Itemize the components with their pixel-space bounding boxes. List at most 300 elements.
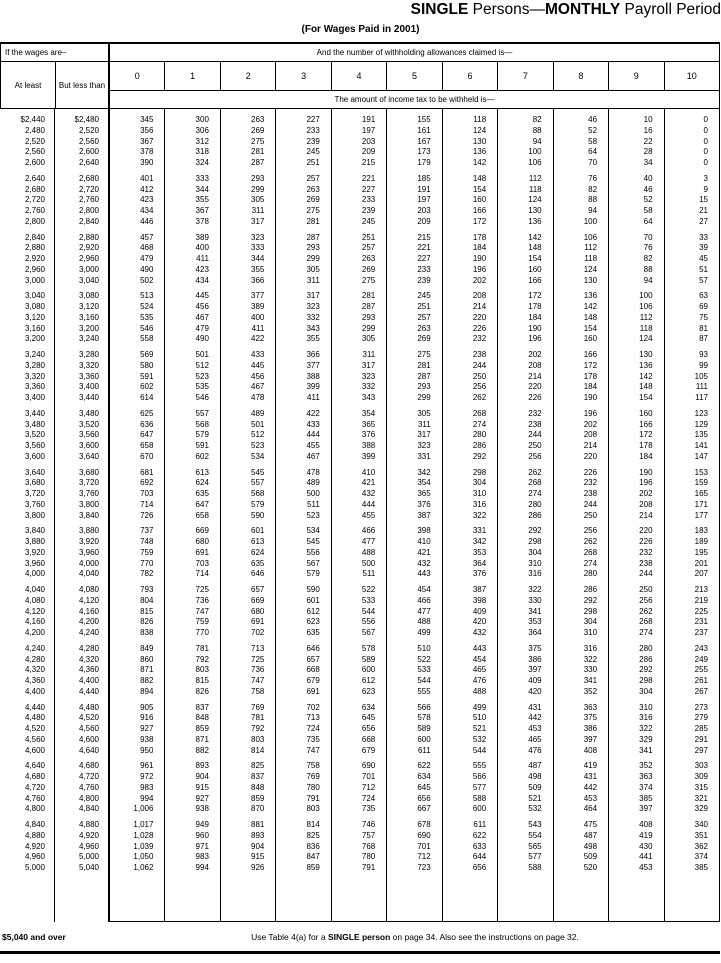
- table-cell: 4,600: [78, 734, 99, 744]
- table-cell: 215: [417, 232, 431, 242]
- table-cell: 589: [361, 654, 376, 664]
- table-cell: 221: [417, 243, 431, 253]
- table-cell: 340: [694, 820, 708, 829]
- table-cell: 399: [306, 382, 320, 392]
- table-cell: 165: [694, 489, 708, 498]
- row-group: [554, 526, 608, 580]
- table-cell: 408: [639, 820, 653, 829]
- table-cell: 602: [140, 382, 154, 392]
- footer-note-post: on page 34. Also see the instructions on page 32.: [390, 931, 579, 942]
- table-cell: 701: [417, 841, 431, 851]
- table-cell: 446: [140, 216, 154, 226]
- allowance-col-header-3: 3: [276, 62, 331, 90]
- table-cell: 590: [306, 585, 320, 594]
- table-cell: 341: [583, 676, 598, 685]
- row-group: [110, 468, 164, 522]
- table-cell: 0: [703, 115, 708, 124]
- table-cell: 690: [417, 830, 431, 840]
- table-cell: 75: [699, 312, 708, 322]
- row-group: [443, 468, 497, 522]
- table-cell: 189: [694, 537, 708, 546]
- table-cell: 196: [639, 478, 653, 488]
- table-cell: 522: [417, 654, 431, 664]
- table-cell: 478: [306, 467, 320, 477]
- table-cell: 3,520: [78, 419, 99, 429]
- table-cell: 160: [639, 408, 653, 418]
- table-cell: 365: [417, 489, 431, 498]
- table-cell: 881: [251, 820, 265, 829]
- table-cell: 4,720: [78, 772, 99, 781]
- row-group: [387, 526, 441, 580]
- table-cell: 736: [195, 595, 209, 605]
- table-cell: 299: [361, 323, 376, 333]
- row-group: [221, 703, 275, 757]
- table-cell: 781: [195, 643, 209, 653]
- table-cell: 578: [417, 713, 431, 723]
- table-cell: 420: [528, 686, 542, 696]
- table-cell: 105: [694, 371, 708, 381]
- table-cell: 4,800: [24, 804, 45, 814]
- table-cell: 926: [251, 863, 265, 872]
- table-cell: 588: [528, 863, 542, 872]
- row-group: [498, 526, 552, 580]
- row-group: [665, 644, 719, 698]
- table-cell: 293: [251, 173, 265, 183]
- table-cell: 444: [306, 430, 320, 440]
- table-cell: 279: [694, 713, 708, 723]
- table-cell: 354: [361, 408, 376, 418]
- table-cell: 577: [472, 782, 487, 792]
- table-cell: 280: [583, 569, 598, 579]
- table-cell: 4,200: [24, 628, 45, 637]
- table-cell: 780: [361, 852, 376, 862]
- table-cell: 40: [643, 173, 653, 183]
- table-cell: 172: [583, 360, 598, 370]
- table-cell: 275: [306, 206, 320, 215]
- table-cell: 465: [472, 665, 487, 675]
- table-cell: 433: [306, 419, 320, 429]
- table-cell: 76: [588, 173, 598, 183]
- table-cell: 4,000: [24, 569, 45, 579]
- table-cell: 579: [251, 499, 265, 509]
- table-cell: 476: [528, 745, 542, 755]
- table-cell: 233: [417, 264, 431, 274]
- row-group: [387, 468, 441, 522]
- table-cell: 329: [639, 734, 653, 744]
- row-group: [55, 761, 108, 815]
- table-cell: 915: [251, 852, 265, 862]
- table-cell: 233: [361, 195, 376, 205]
- table-cell: 678: [417, 820, 431, 829]
- row-group: [665, 409, 719, 463]
- table-cell: 197: [361, 125, 376, 135]
- table-cell: 535: [195, 382, 209, 392]
- table-cell: 453: [583, 793, 598, 803]
- table-cell: 203: [417, 206, 431, 215]
- table-cell: 88: [532, 125, 542, 135]
- table-cell: 4,920: [78, 830, 99, 840]
- table-cell: 3,880: [24, 537, 45, 546]
- table-cell: 2,480: [24, 125, 45, 135]
- table-cell: 330: [528, 595, 542, 605]
- table-cell: 1,039: [133, 841, 154, 851]
- but-less-than-header-cell: But less than: [58, 80, 106, 90]
- footer-note: [110, 932, 720, 942]
- allowances-header-cell: And the number of withholding allowances claimed is—: [110, 44, 720, 61]
- table-cell: 747: [195, 606, 209, 616]
- table-cell: 4,880: [24, 830, 45, 840]
- table-cell: 4,240: [78, 628, 99, 637]
- table-cell: 792: [251, 724, 265, 733]
- row-group: [0, 644, 54, 698]
- table-cell: 262: [583, 537, 598, 546]
- table-cell: 227: [417, 254, 431, 263]
- table-cell: 3,680: [24, 478, 45, 488]
- table-cell: 303: [694, 761, 708, 771]
- table-cell: 88: [643, 264, 653, 274]
- table-cell: 275: [251, 136, 265, 146]
- table-cell: 245: [306, 147, 320, 157]
- table-cell: 3,320: [78, 360, 99, 370]
- row-group: [332, 820, 386, 874]
- table-cell: 411: [196, 254, 209, 263]
- table-cell: 971: [195, 841, 209, 851]
- table-cell: 724: [306, 724, 320, 733]
- table-cell: 386: [583, 724, 598, 733]
- table-cell: 635: [306, 628, 320, 637]
- table-cell: 135: [694, 430, 708, 440]
- row-group: [609, 409, 663, 463]
- table-cell: 298: [639, 676, 653, 685]
- table-cell: 5,040: [78, 863, 99, 872]
- row-group: [110, 761, 164, 815]
- col-allowance-5: [387, 109, 442, 922]
- table-cell: 118: [584, 254, 598, 263]
- table-cell: 712: [361, 782, 376, 792]
- table-cell: 904: [251, 841, 265, 851]
- table-cell: 904: [195, 772, 209, 781]
- table-cell: 141: [694, 441, 708, 450]
- table-cell: 238: [472, 350, 487, 359]
- row-group: [443, 585, 497, 639]
- table-cell: 69: [699, 302, 708, 311]
- table-cell: 3,600: [24, 451, 45, 461]
- table-cell: 949: [195, 820, 209, 829]
- page-subtitle: (For Wages Paid in 2001): [301, 24, 420, 35]
- table-cell: 4,040: [78, 569, 99, 579]
- table-cell: 622: [417, 761, 431, 771]
- table-cell: 3,360: [78, 371, 99, 381]
- table-cell: 601: [251, 526, 265, 536]
- table-cell: 4,840: [78, 804, 99, 814]
- table-cell: 611: [473, 820, 487, 829]
- table-cell: 2,800: [24, 216, 45, 226]
- table-cell: 142: [528, 232, 542, 242]
- row-group: [165, 468, 219, 522]
- table-cell: 523: [195, 371, 209, 381]
- table-cell: 262: [639, 606, 653, 616]
- table-cell: 724: [361, 793, 376, 803]
- table-cell: 702: [251, 628, 265, 637]
- row-group: [498, 174, 552, 228]
- table-cell: 644: [472, 852, 487, 862]
- table-cell: 3,960: [78, 547, 99, 557]
- table-cell: 725: [195, 585, 209, 594]
- table-cell: 233: [306, 125, 320, 135]
- table-cell: 543: [528, 820, 542, 829]
- table-cell: 4,840: [24, 820, 45, 829]
- table-cell: 269: [361, 264, 376, 274]
- row-group: [276, 820, 330, 874]
- table-cell: 287: [417, 371, 431, 381]
- table-cell: 275: [361, 275, 376, 285]
- table-cell: 434: [195, 275, 209, 285]
- table-cell: 130: [472, 136, 487, 146]
- table-cell: 388: [306, 371, 320, 381]
- table-cell: 423: [140, 195, 154, 205]
- table-cell: 658: [140, 441, 154, 450]
- table-cell: 203: [361, 136, 376, 146]
- table-cell: 667: [417, 804, 431, 814]
- table-cell: 112: [584, 243, 598, 253]
- table-cell: 262: [528, 467, 542, 477]
- table-cell: 4,120: [78, 595, 99, 605]
- table-cell: 255: [694, 665, 708, 675]
- row-group: [110, 585, 164, 639]
- table-cell: 190: [528, 323, 542, 333]
- table-cell: 467: [306, 451, 320, 461]
- table-cell: 419: [639, 830, 653, 840]
- table-cell: 280: [528, 499, 542, 509]
- table-cell: 691: [251, 617, 265, 627]
- row-group: [276, 703, 330, 757]
- table-cell: 512: [195, 360, 209, 370]
- table-cell: 166: [583, 350, 598, 359]
- table-cell: 34: [643, 158, 653, 167]
- row-group: [221, 291, 275, 345]
- table-cell: 363: [639, 772, 653, 781]
- table-cell: 400: [251, 312, 265, 322]
- table-cell: 298: [472, 467, 487, 477]
- table-cell: 317: [306, 291, 320, 301]
- table-cell: 4,480: [78, 702, 99, 712]
- table-cell: 39: [699, 243, 708, 253]
- table-cell: 3,200: [24, 334, 45, 344]
- table-cell: 680: [251, 606, 265, 616]
- table-cell: 431: [583, 772, 598, 781]
- table-cell: 4,800: [78, 793, 99, 803]
- table-cell: 568: [251, 489, 265, 498]
- table-cell: 489: [251, 408, 265, 418]
- row-group: [387, 409, 441, 463]
- table-cell: 166: [528, 275, 542, 285]
- table-cell: 509: [583, 852, 598, 862]
- table-cell: 3,360: [24, 382, 45, 392]
- table-cell: 4,520: [78, 713, 99, 723]
- table-cell: 183: [694, 526, 708, 536]
- table-cell: 870: [251, 804, 265, 814]
- row-group: [110, 115, 164, 169]
- table-cell: 411: [251, 323, 265, 333]
- table-cell: 64: [643, 216, 653, 226]
- table-cell: 70: [588, 158, 598, 167]
- table-cell: 634: [361, 702, 376, 712]
- table-cell: 826: [195, 686, 209, 696]
- table-cell: 4,160: [78, 606, 99, 616]
- row-group: [665, 761, 719, 815]
- row-group: [276, 174, 330, 228]
- table-cell: 332: [306, 312, 320, 322]
- col-allowance-9: [609, 109, 664, 922]
- table-cell: 220: [639, 526, 653, 536]
- table-cell: 51: [699, 264, 708, 274]
- table-cell: 2,520: [78, 125, 99, 135]
- row-group: [55, 820, 108, 874]
- row-group: [276, 291, 330, 345]
- table-cell: 4,360: [24, 676, 45, 685]
- table-cell: 400: [195, 243, 209, 253]
- table-cell: 569: [140, 350, 154, 359]
- table-cell: 286: [583, 585, 598, 594]
- table-cell: 142: [472, 158, 487, 167]
- table-cell: 433: [251, 350, 265, 359]
- table-cell: 63: [699, 291, 708, 301]
- table-cell: 815: [195, 676, 209, 685]
- table-cell: 3,040: [78, 275, 99, 285]
- row-group: [0, 115, 54, 169]
- table-cell: 263: [251, 115, 265, 124]
- row-group: [0, 174, 54, 228]
- row-group: [276, 761, 330, 815]
- table-cell: 444: [361, 499, 376, 509]
- table-cell: 3,600: [78, 441, 99, 450]
- table-cell: 804: [140, 595, 154, 605]
- table-cell: 532: [472, 734, 487, 744]
- table-cell: 244: [639, 569, 653, 579]
- col-at-least: [0, 109, 55, 922]
- row-group: [554, 761, 608, 815]
- table-cell: 848: [251, 782, 265, 792]
- table-cell: 758: [306, 761, 320, 771]
- amount-header-cell: The amount of income tax to be withheld is—: [334, 95, 495, 104]
- table-cell: 226: [528, 393, 542, 402]
- table-cell: 299: [417, 393, 431, 402]
- table-cell: 184: [639, 451, 653, 461]
- table-cell: 263: [306, 184, 320, 194]
- table-cell: 256: [639, 595, 653, 605]
- row-group: [554, 703, 608, 757]
- table-cell: 310: [583, 628, 598, 637]
- table-cell: 365: [361, 419, 376, 429]
- table-cell: 566: [417, 702, 431, 712]
- row-group: [110, 350, 164, 404]
- table-cell: 490: [140, 264, 154, 274]
- table-cell: 4,440: [78, 686, 99, 696]
- table-cell: 466: [361, 526, 376, 536]
- row-group: [609, 526, 663, 580]
- table-cell: 374: [694, 852, 708, 862]
- row-group: [443, 761, 497, 815]
- table-cell: 273: [694, 702, 708, 712]
- table-cell: 4,760: [24, 793, 45, 803]
- table-cell: 737: [140, 526, 154, 536]
- table-cell: 321: [694, 793, 708, 803]
- row-group: [165, 233, 219, 287]
- row-group: [276, 233, 330, 287]
- table-cell: 412: [140, 184, 154, 194]
- table-cell: 545: [306, 537, 320, 546]
- table-cell: 3,920: [24, 547, 45, 557]
- table-cell: 226: [472, 323, 487, 333]
- table-cell: 311: [307, 275, 320, 285]
- table-cell: 509: [528, 782, 542, 792]
- table-cell: 316: [528, 569, 542, 579]
- table-cell: 510: [417, 643, 431, 653]
- table-cell: 882: [195, 745, 209, 755]
- table-cell: 3,560: [78, 430, 99, 440]
- table-cell: 3,440: [24, 408, 45, 418]
- table-cell: 281: [361, 291, 376, 301]
- table-cell: 3,200: [78, 323, 99, 333]
- table-cell: 464: [583, 804, 598, 814]
- table-cell: 196: [472, 264, 487, 274]
- table-cell: 2,560: [78, 136, 99, 146]
- table-cell: 453: [639, 863, 653, 872]
- table-cell: 239: [417, 275, 431, 285]
- table-cell: 479: [140, 254, 154, 263]
- table-cell: 238: [639, 558, 653, 568]
- table-cell: 250: [583, 510, 598, 520]
- table-cell: 317: [417, 430, 431, 440]
- table-cell: 208: [639, 499, 653, 509]
- row-group: [609, 644, 663, 698]
- title-monthly: MONTHLY: [544, 1, 621, 18]
- table-cell: 781: [251, 713, 265, 723]
- table-cell: 4,680: [78, 761, 99, 771]
- table-cell: 441: [639, 852, 653, 862]
- table-cell: 256: [583, 526, 598, 536]
- table-cell: 556: [306, 547, 320, 557]
- table-cell: 770: [140, 558, 154, 568]
- table-cell: 16: [643, 125, 653, 135]
- table-cell: 713: [251, 643, 265, 653]
- table-cell: 793: [140, 585, 154, 594]
- row-group: [554, 820, 608, 874]
- table-cell: 333: [195, 173, 209, 183]
- table-cell: 142: [583, 302, 598, 311]
- table-cell: 57: [699, 275, 708, 285]
- row-group: [609, 585, 663, 639]
- table-cell: 385: [694, 863, 708, 872]
- row-group: [665, 820, 719, 874]
- table-cell: 190: [583, 393, 598, 402]
- row-group: [221, 526, 275, 580]
- table-cell: 323: [251, 232, 265, 242]
- row-group: [110, 174, 164, 228]
- table-cell: 825: [306, 830, 320, 840]
- table-cell: 691: [195, 547, 209, 557]
- table-cell: 499: [472, 702, 487, 712]
- col-allowance-4: [332, 109, 387, 922]
- table-cell: 589: [417, 724, 431, 733]
- row-group: [0, 291, 54, 345]
- table-cell: 701: [361, 772, 376, 781]
- table-cell: 520: [583, 863, 598, 872]
- row-group: [221, 233, 275, 287]
- table-cell: 657: [251, 585, 265, 594]
- table-cell: 826: [140, 617, 154, 627]
- table-cell: 322: [528, 585, 542, 594]
